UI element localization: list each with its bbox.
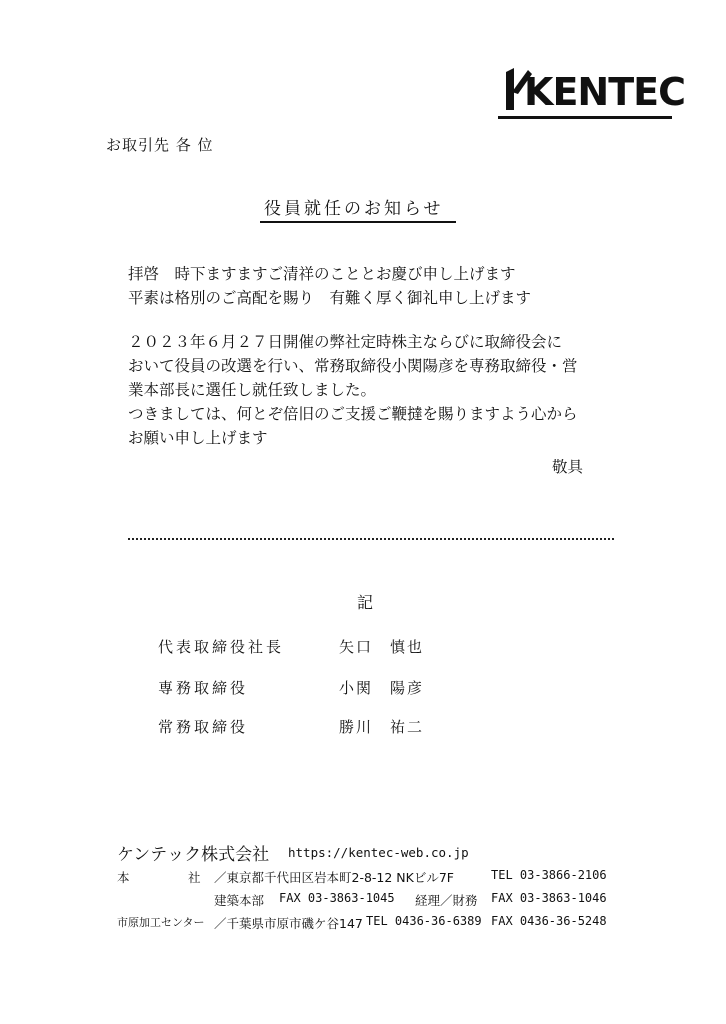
head-office-label-1: 本	[117, 870, 130, 885]
ichihara-tel: TEL 0436-36-6389	[366, 914, 482, 928]
title-underline	[260, 221, 456, 223]
body-line: ２０２３年６月２７日開催の弊社定時株主ならびに取締役会に	[128, 333, 563, 351]
body-line: つきましては、何とぞ倍旧のご支援ご鞭撻を賜りますよう心から	[128, 405, 578, 423]
head-office-label-2: 社	[188, 870, 201, 885]
officer-title: 代表取締役社長	[158, 638, 285, 656]
body-line: お願い申し上げます	[128, 429, 268, 447]
company-name: ケンテック株式会社	[117, 845, 270, 865]
ki-heading: 記	[357, 593, 374, 612]
officer-title: 専務取締役	[158, 679, 249, 697]
company-url[interactable]: https://kentec-web.co.jp	[288, 845, 469, 860]
logo-underline	[498, 116, 672, 119]
logo-text: KENTEC	[524, 70, 685, 114]
body-line: おいて役員の改選を行い、常務取締役小関陽彦を専務取締役・営	[128, 357, 578, 375]
accounting-fax: FAX 03-3863-1046	[491, 891, 607, 905]
ichihara-address: ／千葉県市原市磯ケ谷147	[214, 916, 363, 931]
head-office-tel: TEL 03-3866-2106	[491, 868, 607, 882]
construction-label: 建築本部	[214, 893, 265, 908]
company-logo	[498, 66, 685, 122]
closing-keigu: 敬具	[552, 458, 584, 476]
construction-fax: FAX 03-3863-1045	[279, 891, 395, 905]
body-line: 業本部長に選任し就任致しました。	[128, 381, 377, 399]
officer-name: 勝川 祐二	[339, 718, 425, 736]
ichihara-label: 市原加工センター	[117, 916, 205, 929]
body-line: 平素は格別のご高配を賜り 有難く厚く御礼申し上げます	[128, 289, 532, 307]
notice-title: 役員就任のお知らせ	[264, 199, 444, 219]
officer-title: 常務取締役	[158, 718, 249, 736]
ichihara-fax: FAX 0436-36-5248	[491, 914, 607, 928]
head-office-address: ／東京都千代田区岩本町2-8-12 NKビル7F	[214, 870, 454, 885]
officer-name: 小関 陽彦	[339, 679, 425, 697]
body-line: 拝啓 時下ますますご清祥のこととお慶び申し上げます	[128, 265, 516, 283]
addressee: お取引先 各 位	[106, 136, 214, 154]
accounting-label: 経理／財務	[415, 893, 478, 908]
dotted-divider	[128, 538, 614, 540]
officer-name: 矢口 慎也	[339, 638, 425, 656]
